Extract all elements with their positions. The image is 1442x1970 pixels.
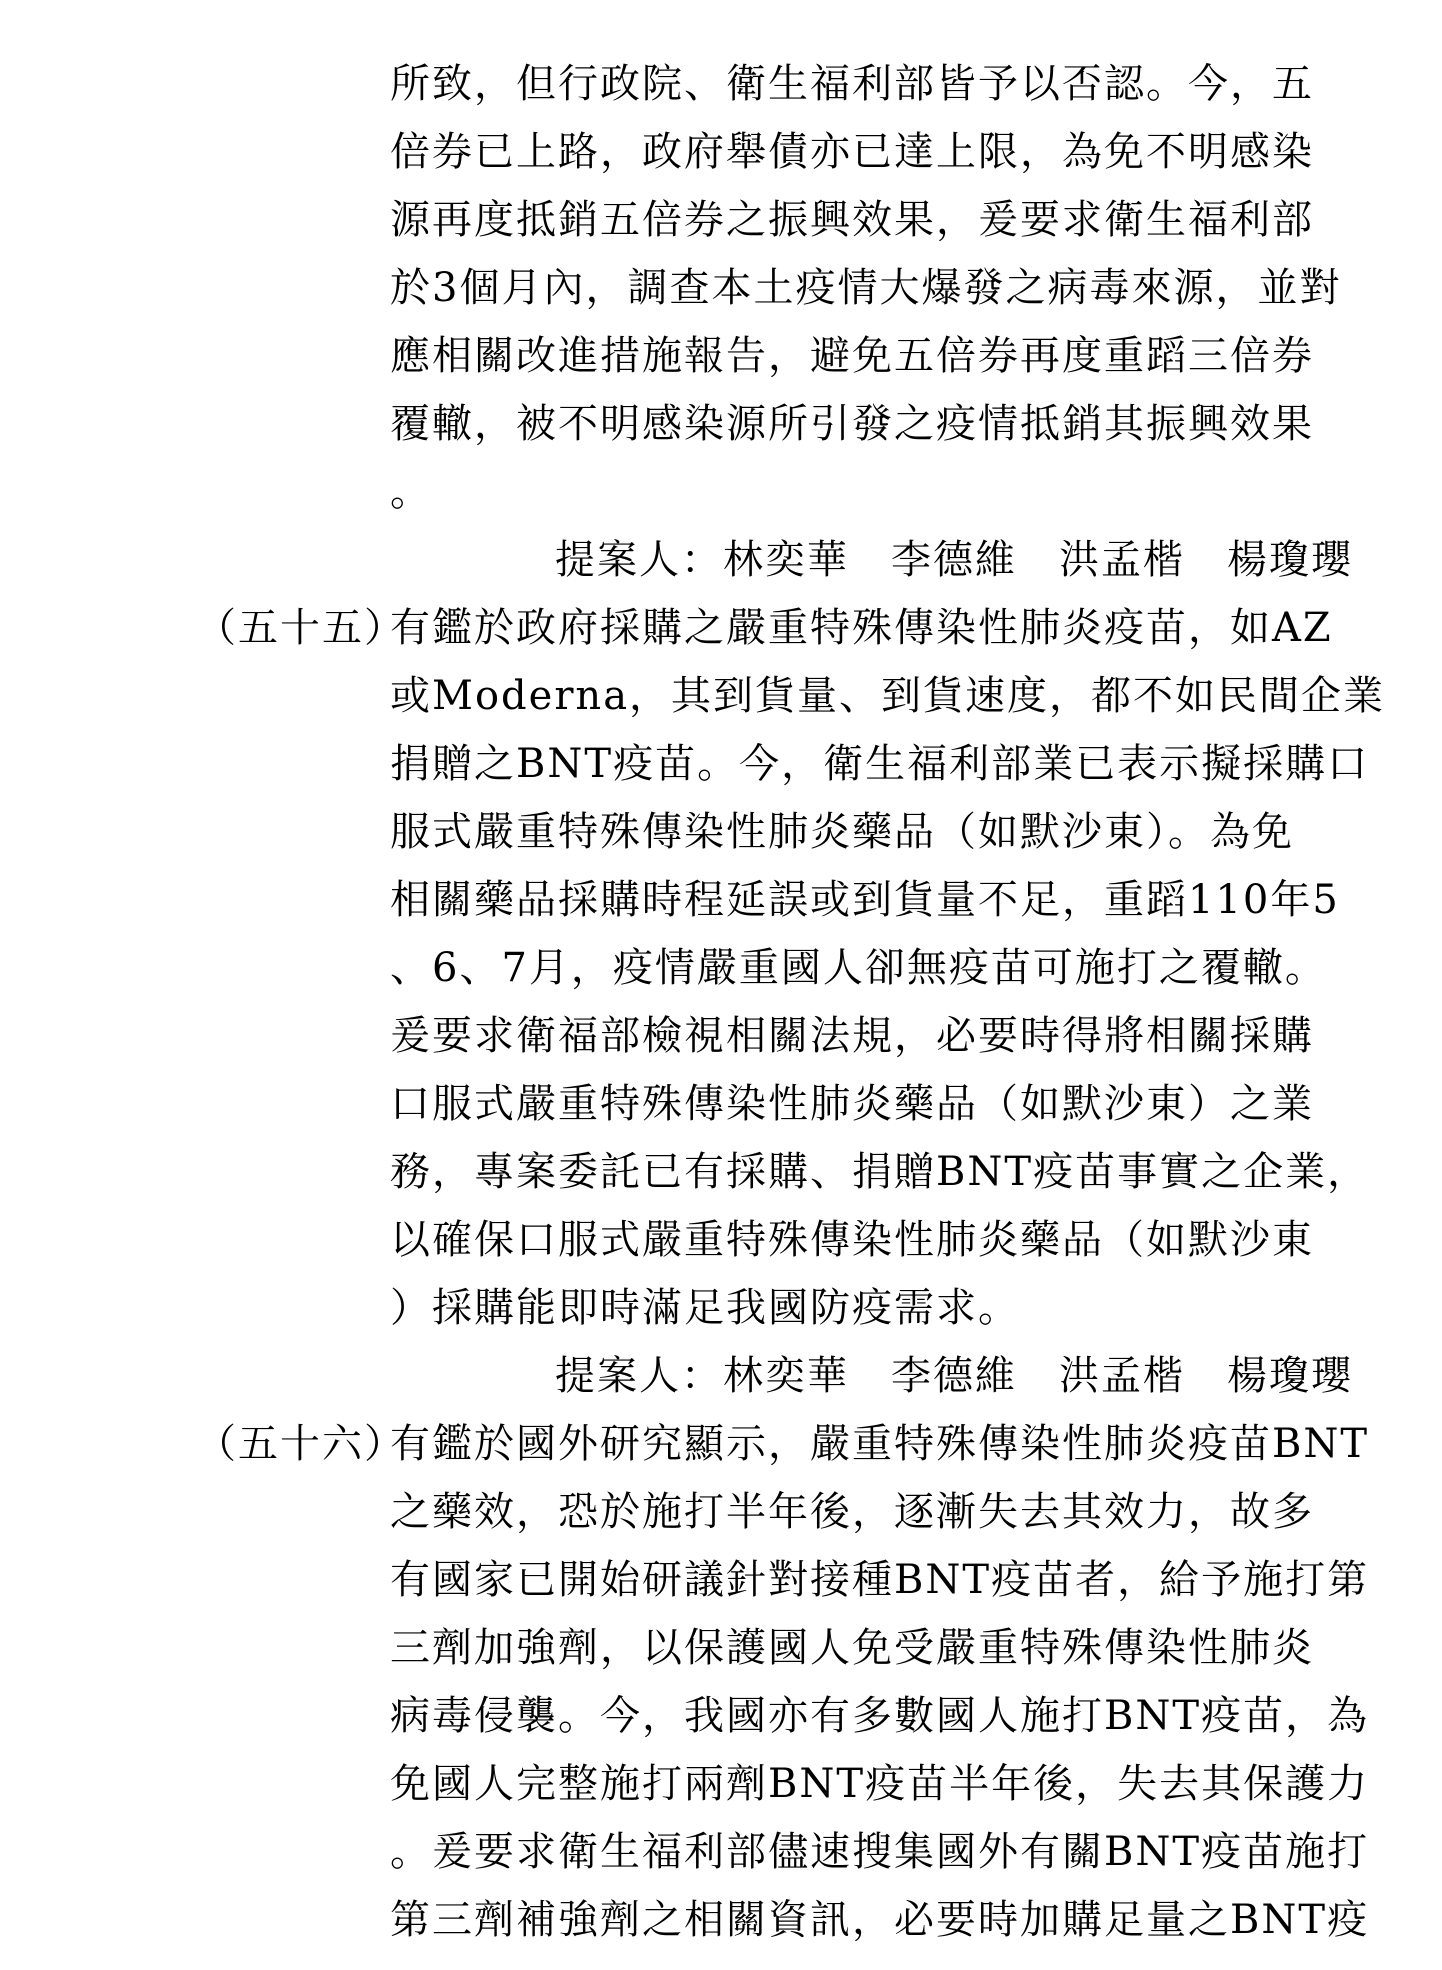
paragraph-line: 有鑑於政府採購之嚴重特殊傳染性肺炎疫苗，如AZ (390, 605, 1333, 651)
paragraph-line: 覆轍，被不明感染源所引發之疫情抵銷其振興效果 (390, 401, 1314, 447)
paragraph-line: 於3個月內，調查本土疫情大爆發之病毒來源，並對 (390, 265, 1342, 311)
paragraph-line: 服式嚴重特殊傳染性肺炎藥品（如默沙東）。為免 (390, 809, 1294, 855)
paragraph-line: ）採購能即時滿足我國防疫需求。 (390, 1285, 1020, 1331)
paragraph-line: 免國人完整施打兩劑BNT疫苗半年後，失去其保護力 (390, 1761, 1370, 1807)
paragraph-line: 應相關改進措施報告，避免五倍券再度重蹈三倍券 (390, 333, 1314, 379)
paragraph-line: 務，專案委託已有採購、捐贈BNT疫苗事實之企業， (390, 1149, 1370, 1195)
paragraph-line: 第三劑補強劑之相關資訊，必要時加購足量之BNT疫 (390, 1897, 1370, 1943)
proposer-line: 提案人：林奕華 李德維 洪孟楷 楊瓊瓔 (555, 1353, 1353, 1399)
paragraph-line: 以確保口服式嚴重特殊傳染性肺炎藥品（如默沙東 (390, 1217, 1314, 1263)
paragraph-line: 或Moderna，其到貨量、到貨速度，都不如民間企業 (390, 673, 1386, 719)
paragraph-line: 有國家已開始研議針對接種BNT疫苗者，給予施打第 (390, 1557, 1370, 1603)
paragraph-line: 三劑加強劑，以保護國人免受嚴重特殊傳染性肺炎 (390, 1625, 1314, 1671)
paragraph-line: 。 (390, 469, 432, 515)
paragraph-line: 所致，但行政院、衛生福利部皆予以否認。今，五 (390, 61, 1314, 107)
paragraph-line: 之藥效，恐於施打半年後，逐漸失去其效力，故多 (390, 1489, 1314, 1535)
paragraph-line: 捐贈之BNT疫苗。今，衛生福利部業已表示擬採購口 (390, 741, 1370, 787)
paragraph-line: 有鑑於國外研究顯示，嚴重特殊傳染性肺炎疫苗BNT (390, 1421, 1370, 1467)
paragraph-line: 相關藥品採購時程延誤或到貨量不足，重蹈110年5 (390, 877, 1340, 923)
proposer-line: 提案人：林奕華 李德維 洪孟楷 楊瓊瓔 (555, 537, 1353, 583)
paragraph-line: 源再度抵銷五倍券之振興效果，爰要求衛生福利部 (390, 197, 1314, 243)
paragraph-line: 倍券已上路，政府舉債亦已達上限，為免不明感染 (390, 129, 1314, 175)
paragraph-line: 、6、7月，疫情嚴重國人卻無疫苗可施打之覆轍。 (390, 945, 1327, 991)
paragraph-line: 。爰要求衛生福利部儘速搜集國外有關BNT疫苗施打 (390, 1829, 1370, 1875)
paragraph-line: 病毒侵襲。今，我國亦有多數國人施打BNT疫苗，為 (390, 1693, 1370, 1739)
item-number: （五十五） (196, 605, 406, 651)
paragraph-line: 爰要求衛福部檢視相關法規，必要時得將相關採購 (390, 1013, 1314, 1059)
item-number: （五十六） (196, 1421, 406, 1467)
paragraph-line: 口服式嚴重特殊傳染性肺炎藥品（如默沙東）之業 (390, 1081, 1314, 1127)
